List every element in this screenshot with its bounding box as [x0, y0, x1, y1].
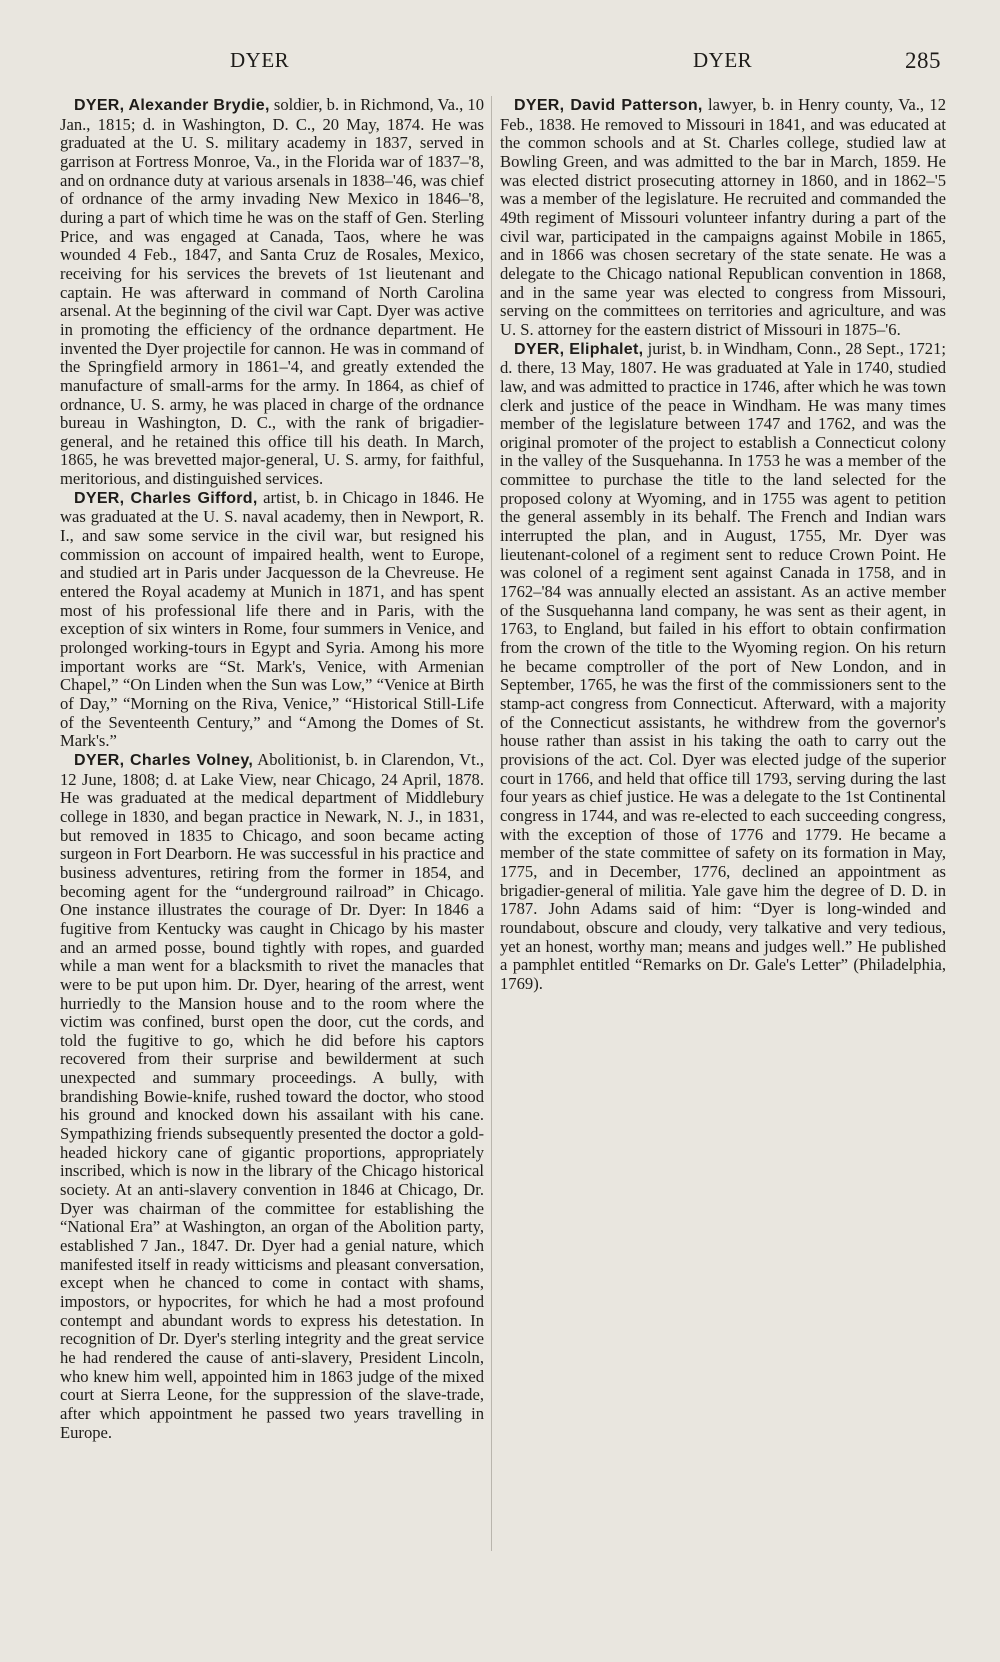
- entry-david-patterson-dyer: [500, 96, 946, 340]
- running-head-left: DYER: [230, 48, 290, 72]
- text-column-left: [60, 96, 484, 1641]
- entry-name: DYER, Charles Gifford,: [74, 489, 258, 507]
- column-divider: [491, 96, 492, 1551]
- entry-name: DYER, Alexander Brydie,: [74, 97, 270, 114]
- entry-name: DYER, Eliphalet,: [514, 340, 644, 358]
- entry-eliphalet-dyer: [500, 340, 946, 994]
- entry-name: DYER, David Patterson,: [514, 97, 703, 114]
- entry-text: Abolitionist, b. in Clarendon, Vt., 12 June, 1808; d. at Lake View, near Chicago, 24 April, 1878. He was graduated at the medical department of Middlebury college in 1830, and began practice in Newark, N. J., in 1831, but removed in 1835 to Chicago, and soon became acting surgeon in Fort Dearborn. He was successful in his practice and business adventures, retiring from the former in 1854, and becoming agent for the “underground railroad” in Chicago. One instance illustrates the courage of Dr. Dyer: In 1846 a fugitive from Kentucky was caught in Chicago by his master and an armed posse, bound tightly with ropes, and guarded while a man went for a blacksmith to rivet the manacles that were to be put upon him. Dr. Dyer, hearing of the arrest, went hurriedly to the Mansion house and to the room where the victim was confined, burst open the door, cut the cords, and told the fugitive to go, which he did before his captors recovered from their surprise and bewilderment at such unexpected and summary proceedings. A bully, with brandishing Bowie-knife, rushed toward the doctor, who stood his ground and knocked down his assailant with his cane. Sympathizing friends subsequently presented the doctor a gold-headed hickory cane of gigantic proportions, appropriately inscribed, which is now in the library of the Chicago historical society. At an anti-slavery convention in 1846 at Chicago, Dr. Dyer was chairman of the committee for establishing the “National Era” at Washington, an organ of the Abolition party, established 7 Jan., 1847. Dr. Dyer had a genial nature, which manifested itself in ready witticisms and pleasant conversation, except when he chanced to come in contact with shams, impostors, or hypocrites, for which he had a most profound contempt and abundant words to express his detestation. In recognition of Dr. Dyer's sterling integrity and the great service he had rendered the cause of anti-slavery, President Lincoln, who knew him well, appointed him in 1863 judge of the mixed court at Sierra Leone, for the suppression of the slave-trade, after which appointment he passed two years travelling in Europe.: [60, 749, 484, 1442]
- text-column-right: [500, 96, 946, 1641]
- page-number: 285: [905, 48, 941, 73]
- entry-name: DYER, Charles Volney,: [74, 751, 254, 769]
- running-head-right: DYER: [693, 48, 753, 72]
- entry-text: lawyer, b. in Henry county, Va., 12 Feb., 1838. He removed to Missouri in 1841, and was educated at the common schools and at St. Charles college, studied law at Bowling Green, and was admitted to the bar in March, 1859. He was elected district prosecuting attorney in 1860, and in 1862–'5 was a member of the legislature. He recruited and commanded the 49th regiment of Missouri volunteer infantry during a part of the civil war, participated in the campaigns against Mobile in 1865, and in 1866 was chosen secretary of the state senate. He was a delegate to the Chicago national Republican convention in 1868, and in the same year was elected to congress from Missouri, serving on the committees on territories and agriculture, and was U. S. attorney for the eastern district of Missouri in 1875–'6.: [500, 96, 946, 339]
- entry-text: jurist, b. in Windham, Conn., 28 Sept., 1721; d. there, 13 May, 1807. He was graduated at Yale in 1740, studied law, and was admitted to practice in 1746, after which he was town clerk and justice of the peace in Windham. He was many times member of the legislature between 1747 and 1762, and was the original promoter of the project to establish a Connecticut colony in the valley of the Susquehanna. In 1753 he was a member of the committee to purchase the title to the land selected for the proposed colony at Wyoming, and in 1755 was agent to petition the general assembly in its behalf. The French and Indian wars interrupted the plan, and in August, 1755, Mr. Dyer was lieutenant-colonel of a regiment sent to reduce Crown Point. He was colonel of a regiment sent against Canada in 1758, and in 1762–'84 was annually elected an assistant. As an active member of the Susquehanna land company, he was sent as their agent, in 1763, to England, but failed in his effort to obtain confirmation from the crown of the title to the Wyoming region. On his return he became comptroller of the port of New London, and in September, 1765, he was the first of the commissioners sent to the stamp-act congress from Connecticut. Afterward, with a majority of the Connecticut assistants, he withdrew from the governor's house rather than assist in his taking the oath to carry out the provisions of the act. Col. Dyer was elected judge of the superior court in 1766, and held that office till 1793, serving during the last four years as chief justice. He was a delegate to the 1st Continental congress in 1744, and was re-elected to each succeeding congress, with the exception of those of 1776 and 1779. He became a member of the state committee of safety on its formation in May, 1775, and in December, 1776, declined an appointment as brigadier-general of militia. Yale gave him the degree of D. D. in 1787. John Adams said of him: “Dyer is long-winded and roundabout, obscure and cloudy, very talkative and very tedious, yet an honest, worthy man; means and judges well.” He published a pamphlet entitled “Remarks on Dr. Gale's Letter” (Philadelphia, 1769).: [500, 338, 946, 993]
- entry-text: artist, b. in Chicago in 1846. He was graduated at the U. S. naval academy, then in Newport, R. I., and saw some service in the civil war, but resigned his commission on account of impaired health, went to Europe, and studied art in Paris under Jacquesson de la Chevreuse. He entered the Royal academy at Munich in 1871, and has spent most of his professional life there and in Paris, with the exception of six winters in Rome, four summers in Venice, and prolonged working-tours in Egypt and Syria. Among his more important works are “St. Mark's, Venice, with Armenian Chapel,” “On Linden when the Sun was Low,” “Venice at Birth of Day,” “Morning on the Riva, Venice,” “Historical Still-Life of the Seventeenth Century,” and “Among the Domes of St. Mark's.”: [60, 487, 484, 751]
- entry-text: soldier, b. in Richmond, Va., 10 Jan., 1815; d. in Washington, D. C., 20 May, 1874. He was graduated at the U. S. military academy in 1837, served in garrison at Fortress Monroe, Va., in the Florida war of 1837–'8, and on ordnance duty at various arsenals in 1838–'46, was chief of ordnance of the army invading New Mexico in 1846–'8, during a part of which time he was on the staff of Gen. Sterling Price, and was engaged at Canada, Taos, where he was wounded 4 Feb., 1847, and Santa Cruz de Rosales, Mexico, receiving for his services the brevets of 1st lieutenant and captain. He was afterward in command of North Carolina arsenal. At the beginning of the civil war Capt. Dyer was active in promoting the efficiency of the ordnance department. He invented the Dyer projectile for cannon. He was in command of the Springfield armory in 1861–'4, and greatly extended the manufacture of small-arms for the army. In 1864, as chief of ordnance, U. S. army, he was placed in charge of the ordnance bureau in Washington, D. C., with the rank of brigadier-general, and he retained this office till his death. In March, 1865, he was brevetted major-general, U. S. army, for faithful, meritorious, and distinguished services.: [60, 96, 484, 489]
- entry-charles-volney-dyer: [60, 751, 484, 1442]
- entry-alexander-brydie-dyer: [60, 96, 484, 489]
- entry-charles-gifford-dyer: [60, 489, 484, 751]
